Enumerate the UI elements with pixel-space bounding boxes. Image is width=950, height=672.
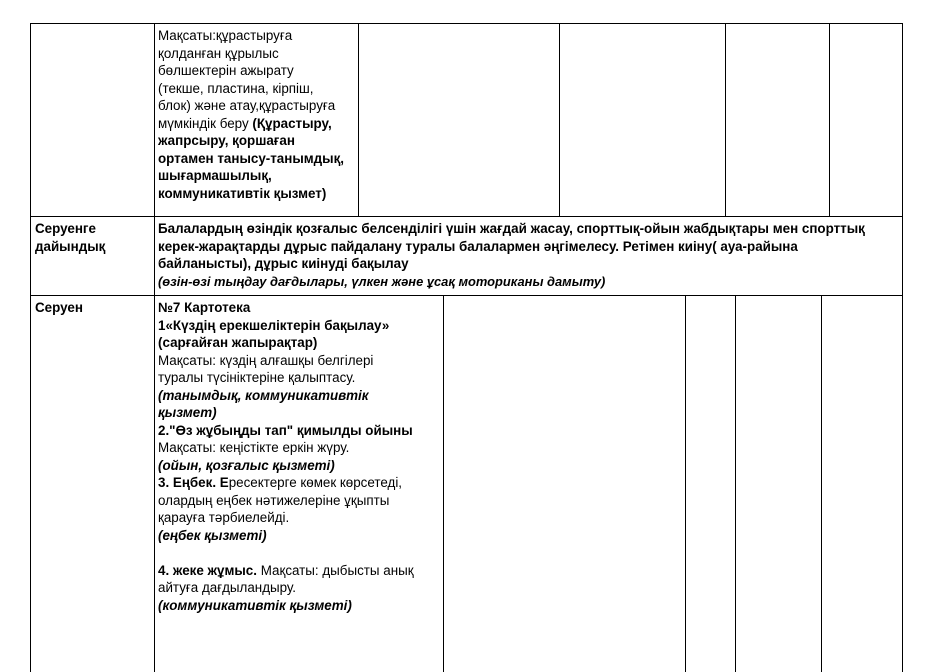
text-line: коммуникативтік қызмет) <box>158 185 327 201</box>
table-border <box>559 23 560 216</box>
table-border <box>821 295 822 672</box>
text-line: қарауға тәрбиелейді. <box>158 510 290 525</box>
text-line: Мақсаты: күздің алғашқы белгілері <box>158 352 374 368</box>
text-line: байланысты), дұрыс киінуді бақылау <box>158 256 409 271</box>
text-line <box>158 115 344 133</box>
text-line: керек-жарақтарды дұрыс пайдалану туралы балалармен әңгімелесу. Ретімен киіну( ауа-райына <box>158 238 798 254</box>
text-line: блок) және атау,құрастыруға <box>158 98 336 113</box>
text-line: қызмет) <box>158 405 217 420</box>
walk-content <box>158 299 414 614</box>
text-line: (танымдық, коммуникативтік <box>158 387 369 403</box>
observation-title: 1«Күздің ерекшеліктерін бақылау» <box>158 317 390 333</box>
label-line: Серуен <box>35 300 83 315</box>
text-line: ортамен танысу-танымдық, <box>158 150 345 166</box>
table-border <box>735 295 736 672</box>
text-line: бөлшектерін ажырату <box>158 63 294 78</box>
text-line: Мақсаты: кеңістікте еркін жүру. <box>158 440 350 455</box>
text-line: Мақсаты:құрастыруға <box>158 28 293 43</box>
text-line: жапрсыру, қоршаған <box>158 133 295 148</box>
text-line: айтуға дағдыландыру. <box>158 580 297 595</box>
text-line <box>158 562 414 580</box>
table-border <box>725 23 726 216</box>
text-line: (еңбек қызметі) <box>158 527 267 543</box>
text-line: (ойын, қозғалыс қызметі) <box>158 457 335 473</box>
walk-prep-content <box>158 220 865 290</box>
text-line: шығармашылық, <box>158 168 272 183</box>
game-title: 2."Өз жұбыңды тап" қимылды ойыны <box>158 422 413 438</box>
text-normal: мүмкіндік беру <box>158 115 253 131</box>
table-border <box>30 23 31 672</box>
walk-label <box>35 299 83 317</box>
table-border <box>154 23 155 672</box>
table-border <box>30 216 903 217</box>
work-heading: 3. Еңбек. Е <box>158 475 229 490</box>
label-line: Серуенге <box>35 221 96 236</box>
text-line: Балалардың өзіндік қозғалыс белсенділігі үшін жағдай жасау, спорттық-ойын жабдықтары мен спорттық <box>158 221 865 236</box>
table-border <box>685 295 686 672</box>
observation-subtitle: (сарғайған жапырақтар) <box>158 335 318 350</box>
table-border <box>829 23 830 216</box>
text-line: қолданған құрылыс <box>158 45 279 61</box>
text-bold: (Құрастыру, <box>252 115 332 131</box>
text-line: туралы түсініктеріне қалыптасу. <box>158 370 356 385</box>
text-line: (коммуникативтік қызметі) <box>158 597 352 613</box>
text-line: (текше, пластина, кірпіш, <box>158 80 314 96</box>
text-line <box>158 474 414 492</box>
table-border <box>443 295 444 672</box>
blank-line <box>158 544 414 562</box>
table-border <box>358 23 359 216</box>
individual-work-heading: 4. жеке жұмыс. <box>158 562 257 578</box>
construction-goal-cell <box>158 27 344 202</box>
table-border <box>30 23 903 24</box>
text-line: олардың еңбек нәтижелеріне ұқыпты <box>158 492 390 508</box>
text-normal: Мақсаты: дыбысты анық <box>256 562 414 578</box>
table-border <box>902 23 903 672</box>
text-line: (өзін-өзі тыңдау дағдылары, үлкен және ұсақ моториканы дамыту) <box>158 273 606 289</box>
walk-prep-label <box>35 220 105 255</box>
text-normal: ресектерге көмек көрсетеді, <box>228 475 403 490</box>
card-title: №7 Картотека <box>158 300 251 315</box>
table-border <box>30 295 903 296</box>
label-line: дайындық <box>35 238 106 254</box>
